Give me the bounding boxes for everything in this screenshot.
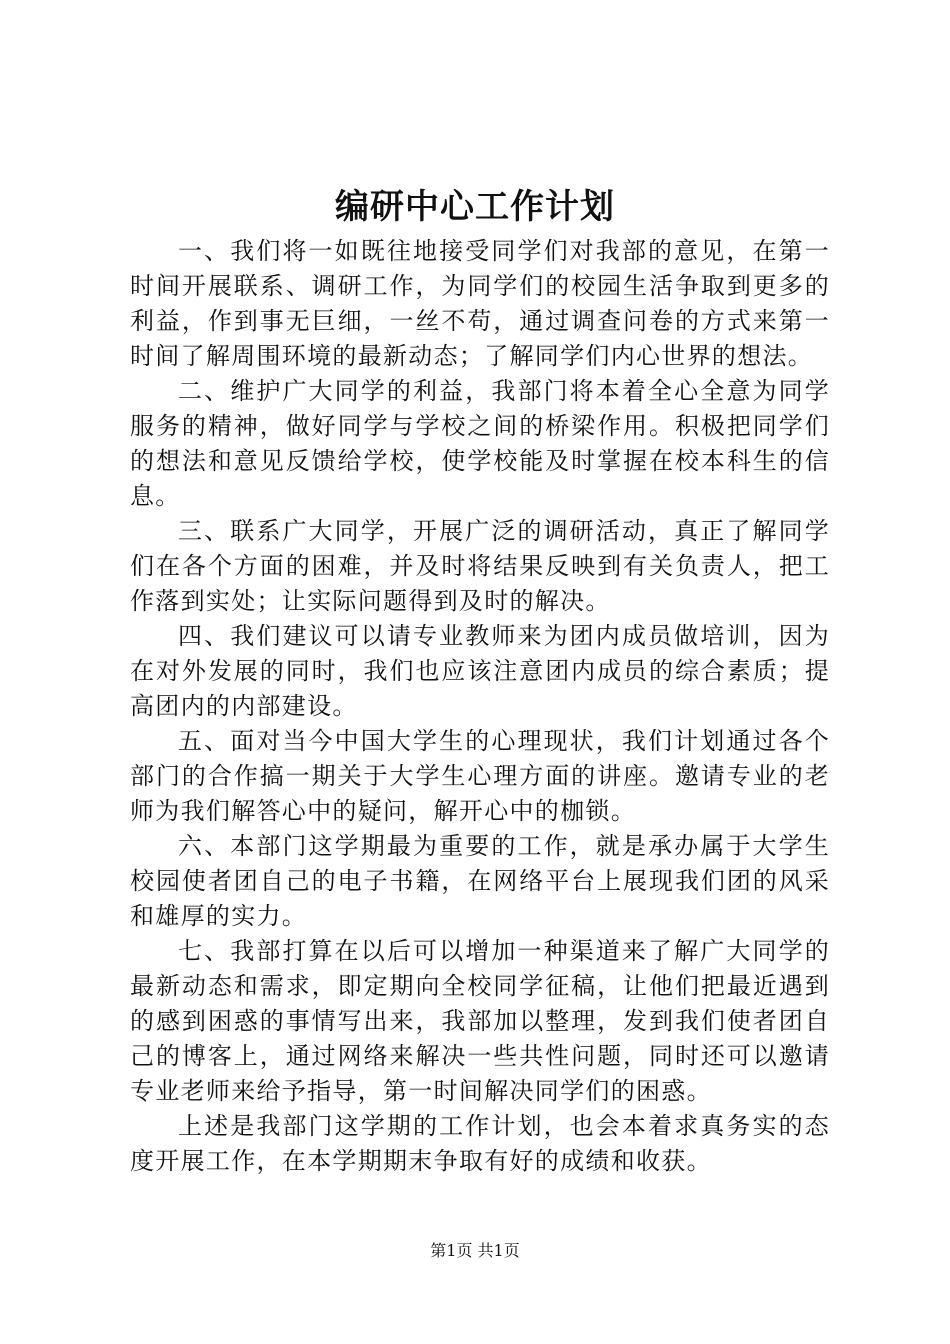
paragraph-6: 六、本部门这学期最为重要的工作，就是承办属于大学生校园使者团自己的电子书籍，在网络平台上展现我们团的风采和雄厚的实力。 xyxy=(130,832,830,930)
paragraph-1: 一、我们将一如既往地接受同学们对我部的意见，在第一时间开展联系、调研工作，为同学们的校园生活争取到更多的利益，作到事无巨细，一丝不苟，通过调查问卷的方式来第一时间了解周围环境的最新动态；了解同学们内心世界的想法。 xyxy=(130,237,830,370)
paragraph-8: 上述是我部门这学期的工作计划，也会本着求真务实的态度开展工作，在本学期期末争取有好的成绩和收获。 xyxy=(130,1112,830,1175)
paragraph-2: 二、维护广大同学的利益，我部门将本着全心全意为同学服务的精神，做好同学与学校之间的桥梁作用。积极把同学们的想法和意见反馈给学校，使学校能及时掌握在校本科生的信息。 xyxy=(130,377,830,510)
paragraph-3: 三、联系广大同学，开展广泛的调研活动，真正了解同学们在各个方面的困难，并及时将结果反映到有关负责人，把工作落到实处；让实际问题得到及时的解决。 xyxy=(130,517,830,615)
paragraph-5: 五、面对当今中国大学生的心理现状，我们计划通过各个部门的合作搞一期关于大学生心理方面的讲座。邀请专业的老师为我们解答心中的疑问，解开心中的枷锁。 xyxy=(130,727,830,825)
document-title: 编研中心工作计划 xyxy=(335,187,615,227)
paragraph-4: 四、我们建议可以请专业教师来为团内成员做培训，因为在对外发展的同时，我们也应该注意团内成员的综合素质；提高团内的内部建设。 xyxy=(130,622,830,720)
document-body xyxy=(130,234,830,1179)
paragraph-7: 七、我部打算在以后可以增加一种渠道来了解广大同学的最新动态和需求，即定期向全校同学征稿，让他们把最近遇到的感到困惑的事情写出来，我部加以整理，发到我们使者团自己的博客上，通过网络来解决一些共性问题，同时还可以邀请专业老师来给予指导，第一时间解决同学们的困惑。 xyxy=(130,937,830,1105)
page-footer: 第1页 共1页 xyxy=(430,1241,520,1260)
